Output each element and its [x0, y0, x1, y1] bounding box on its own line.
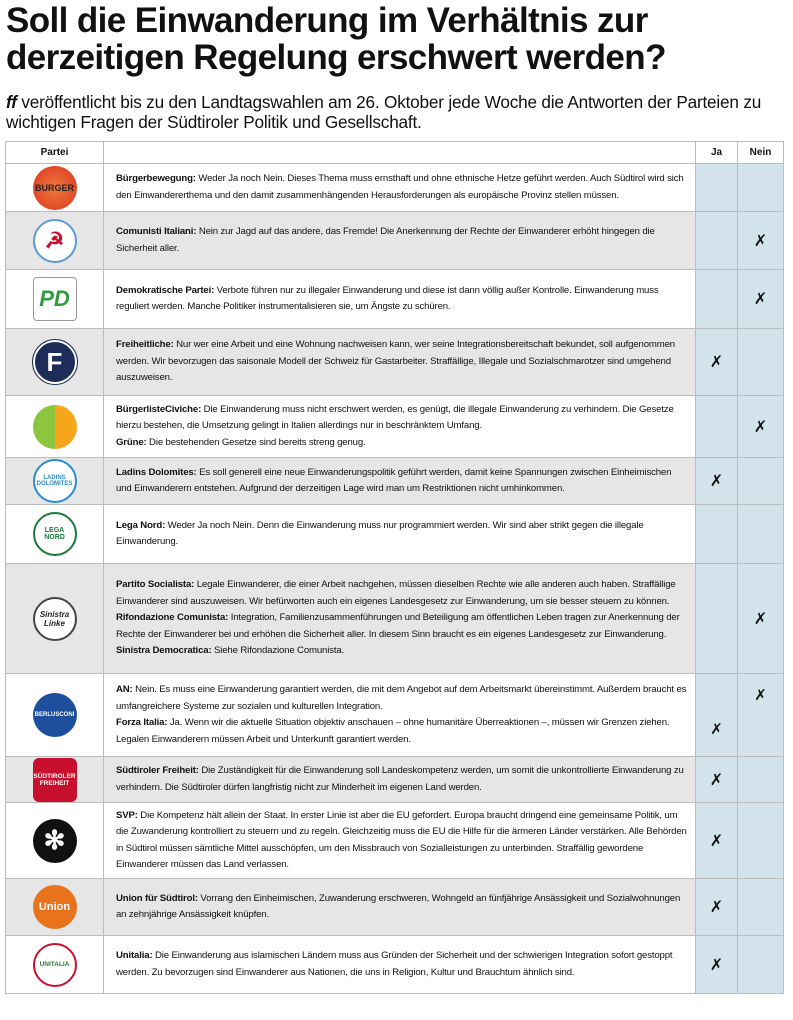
answer-text: Integration, Familienzusammenführungen und Beteiligung am öffentlichen Leben tragen zur Anerkennung der Rechte der Einwanderer bei und erhöhen die Sicherheit aller. In diesem Sinn braucht es ein eigenes Landesgesetz zur Einwanderung. — [116, 612, 680, 640]
party-name: SVP: — [116, 809, 138, 821]
answer-cell — [104, 803, 696, 879]
yes-cell — [696, 879, 738, 936]
buergerbewegung-logo: BURGER — [33, 166, 77, 210]
answer-text: Die bestehenden Gesetze sind bereits streng genug. — [146, 436, 366, 448]
party-name: Lega Nord: — [116, 519, 166, 531]
yes-cell — [696, 329, 738, 396]
brand-ff: ff — [6, 92, 17, 112]
answer-text: Die Einwanderung muss nicht erschwert werden, es genügt, die illegale Einwanderung zu verhindern. Die Gesetze hierzu bestehen, die Umsetzung gelingt in Italien allerdings nur in beschränktem Umfang. — [116, 403, 674, 432]
table-row — [6, 396, 784, 458]
party-logo-cell — [6, 936, 104, 994]
party-name: Südtiroler Freiheit: — [116, 765, 199, 776]
answer-text: Ja. Wenn wir die aktuelle Situation objektiv anschauen – ohne humanitäre Überreaktionen –, müssen wir Grenzen ziehen. Legalen Einwanderern müssen Arbeit und Unterkunft garantiert werden. — [116, 717, 670, 745]
no-mark: ✗ — [753, 232, 768, 250]
yes-cell — [696, 936, 738, 994]
party-logo-cell — [6, 458, 104, 505]
party-name: AN: — [116, 684, 133, 695]
subtitle — [6, 92, 790, 132]
answer-cell — [104, 212, 696, 270]
table-row — [6, 879, 784, 936]
party-name: BürgerlisteCiviche: — [116, 403, 202, 415]
yes-cell — [696, 803, 738, 879]
party-answer — [116, 518, 689, 551]
yes-cell — [696, 458, 738, 505]
party-name: Grüne: — [116, 436, 147, 448]
subtitle-text: veröffentlicht bis zu den Landtagswahlen am 26. Oktober jede Woche die Antworten der Parteien zu wichtigen Fragen der Südtiroler Politik und Gesellschaft. — [6, 92, 762, 132]
party-answer — [116, 682, 689, 715]
yes-cell — [696, 757, 738, 803]
party-logo-cell — [6, 803, 104, 879]
no-cell — [738, 270, 784, 329]
yes-mark: ✗ — [709, 956, 724, 974]
answer-text: Die Einwanderung aus islamischen Ländern muss aus Gründen der Sicherheit und der schwierigen Integration sofort gestoppt werden. Zu bevorzugen sind Einwanderer aus Nationen, die uns in Religion, Kultur und Brauchtum ähnlich sind. — [116, 950, 673, 978]
no-cell — [738, 936, 784, 994]
party-logo-cell — [6, 757, 104, 803]
party-answer — [116, 224, 689, 257]
party-name: Union für Südtirol: — [116, 892, 198, 904]
party-logo-cell — [6, 879, 104, 936]
table-row — [6, 164, 784, 212]
no-mark: ✗ — [753, 291, 768, 308]
answer-cell — [104, 270, 696, 329]
column-header-party: Partei — [6, 142, 104, 164]
unitalia-logo: UNITALIA — [33, 943, 77, 987]
answer-text: Weder Ja noch Nein. Denn die Einwanderung muss nur programmiert werden. Wir sind aber strikt gegen die illegale Einwanderung. — [116, 519, 644, 547]
answer-text: Es soll generell eine neue Einwanderungspolitik geführt werden, damit keine Spannungen zwischen Einheimischen und Einwanderern entstehen. Aufgrund der derzeitigen Lage wird man um Restriktionen nicht umhinkommen. — [116, 466, 672, 494]
party-answer — [116, 763, 689, 796]
no-cell — [738, 164, 784, 212]
comunisti-italiani-logo: ☭ — [33, 219, 77, 263]
party-answer — [116, 171, 689, 204]
party-answer — [116, 610, 689, 643]
no-cell — [738, 803, 784, 879]
answer-cell — [104, 458, 696, 505]
no-cell — [738, 329, 784, 396]
answer-text: Nein zur Jagd auf das andere, das Fremde! Die Anerkennung der Rechte der Einwanderer erhöht hingegen die Sicherheit aller. — [116, 226, 655, 254]
buergerliste-civiche-gruene-logo — [33, 405, 77, 449]
party-name: Bürgerbewegung: — [116, 173, 196, 184]
table-row — [6, 329, 784, 396]
answer-cell — [104, 936, 696, 994]
answer-text: Nein. Es muss eine Einwanderung garantiert werden, die mit dem Angebot auf dem Arbeitsmarkt übereinstimmt. Außerdem braucht es umfangreichere Systeme zur sozialen und kulturellen Integration. — [116, 684, 687, 712]
answer-cell — [104, 564, 696, 674]
party-answer — [116, 402, 689, 435]
page-title: Soll die Einwanderung im Verhältnis zur derzeitigen Regelung erschwert werden? — [6, 1, 666, 77]
answer-text: Vorrang den Einheimischen, Zuwanderung erschweren, Wohngeld an fünfjährige Ansässigkeit und Sozialwohnungen an zehnjährige Ansässigkeit knüpfen. — [116, 892, 681, 920]
popolo-della-liberta-logo: BERLUSCONI — [33, 693, 77, 737]
party-logo-cell — [6, 674, 104, 757]
yes-cell — [696, 212, 738, 270]
answer-cell — [104, 757, 696, 803]
answer-cell — [104, 505, 696, 564]
party-answer — [116, 715, 689, 748]
party-answer — [116, 577, 689, 610]
yes-cell — [696, 674, 738, 757]
party-answer — [116, 948, 689, 981]
answer-cell — [104, 674, 696, 757]
party-name: Unitalia: — [116, 950, 153, 961]
party-name: Demokratische Partei: — [116, 284, 215, 296]
party-answer — [116, 435, 689, 452]
table-row — [6, 505, 784, 564]
yes-cell — [696, 396, 738, 458]
party-name: Freiheitliche: — [116, 339, 174, 351]
party-logo-cell — [6, 329, 104, 396]
sinistra-linke-logo: Sinistra Linke — [33, 597, 77, 641]
table-row — [6, 936, 784, 994]
answer-text: Die Kompetenz hält allein der Staat. In erster Linie ist aber die EU gefordert. Europa braucht dringend eine gemeinsame Politik, um die Zuwanderung kontrolliert zu steuern und zu regeln. Gleichzeitig muss die EU die Hilfe für die ärmeren Länder verstärken. Alle Behörden in Südtirol müssen sämtliche Mittel ausschöpfen, um den Missbrauch von Sozialleistungen zu unterbinden. Straffällig gewordene Einwanderer müssen das Land verlassen. — [116, 809, 687, 870]
party-logo-cell — [6, 396, 104, 458]
table-header-row — [6, 142, 784, 164]
party-logo-cell — [6, 564, 104, 674]
yes-mark: ✗ — [709, 771, 724, 789]
column-header-no: Nein — [738, 142, 784, 164]
column-header-yes: Ja — [696, 142, 738, 164]
no-cell — [738, 458, 784, 505]
table-row — [6, 458, 784, 505]
answers-table — [5, 141, 784, 994]
union-fuer-suedtirol-logo: Union — [33, 885, 77, 929]
yes-cell — [696, 564, 738, 674]
lega-nord-logo: LEGA NORD — [33, 512, 77, 556]
table-row — [6, 803, 784, 879]
party-answer — [116, 465, 689, 498]
yes-mark: ✗ — [710, 721, 723, 738]
yes-cell — [696, 270, 738, 329]
no-cell — [738, 674, 784, 757]
table-row — [6, 270, 784, 329]
no-cell — [738, 212, 784, 270]
answer-cell — [104, 164, 696, 212]
no-cell — [738, 505, 784, 564]
party-logo-cell — [6, 270, 104, 329]
party-logo-cell — [6, 505, 104, 564]
party-answer — [116, 891, 689, 924]
table-row — [6, 564, 784, 674]
yes-mark: ✗ — [709, 899, 724, 916]
table-row — [6, 674, 784, 757]
no-cell — [738, 396, 784, 458]
freiheitliche-logo: F — [33, 340, 77, 384]
demokratische-partei-logo: PD — [33, 277, 77, 321]
answer-cell — [104, 329, 696, 396]
no-mark: ✗ — [753, 610, 768, 628]
answer-text: Legale Einwanderer, die einer Arbeit nachgehen, müssen dieselben Rechte wie alle anderen auch haben. Straffällige Einwanderer sind auszuweisen. Wir befürworten auch ein eigenes Landesgesetz zur Einwanderung, um sie besser steuern zu können. — [116, 579, 676, 607]
party-answer — [116, 283, 689, 316]
table-row — [6, 212, 784, 270]
answer-text: Nur wer eine Arbeit und eine Wohnung nachweisen kann, wer seine Integrationsbereitschaft bekundet, soll aufgenommen werden. Wir bevorzugen das saisonale Modell der Schweiz für Gastarbeiter. Straffällige, Illegale und Sozialschmarotzer sind umgehend auszuweisen. — [116, 339, 675, 384]
party-logo-cell — [6, 212, 104, 270]
party-name: Partito Socialista: — [116, 579, 195, 591]
answer-text: Die Zuständigkeit für die Einwanderung soll Landeskompetenz werden, um somit die unkontrollierte Einwanderung zu verhindern. Die Südtiroler dürfen langfristig nicht zur Minderheit im eigenen Land werden. — [116, 765, 684, 793]
no-cell — [738, 564, 784, 674]
answer-cell — [104, 879, 696, 936]
suedtiroler-freiheit-logo: SÜDTIROLER FREIHEIT — [33, 758, 77, 802]
party-answer — [116, 643, 689, 660]
yes-cell — [696, 164, 738, 212]
party-answer — [116, 808, 689, 874]
party-name: Forza Italia: — [116, 717, 168, 728]
yes-cell — [696, 505, 738, 564]
no-mark: ✗ — [754, 687, 767, 704]
table-row — [6, 757, 784, 803]
svp-edelweiss-logo: ✻ — [33, 819, 77, 863]
no-cell — [738, 757, 784, 803]
yes-mark: ✗ — [709, 473, 724, 490]
column-header-answer — [104, 142, 696, 164]
yes-mark: ✗ — [709, 832, 724, 850]
yes-mark: ✗ — [709, 354, 724, 371]
party-logo-cell — [6, 164, 104, 212]
answer-cell — [104, 396, 696, 458]
party-answer — [116, 337, 689, 387]
party-name: Rifondazione Comunista: — [116, 612, 229, 624]
answer-text: Siehe Rifondazione Comunista. — [211, 645, 345, 657]
answer-text: Verbote führen nur zu illegaler Einwanderung und diese ist dann völlig außer Kontrolle. Einwanderung muss reguliert werden. Manche Politiker instrumentalisieren sie, um Ängste zu schüren. — [116, 284, 659, 312]
no-mark: ✗ — [753, 418, 768, 436]
no-cell — [738, 879, 784, 936]
answer-text: Weder Ja noch Nein. Dieses Thema muss ernsthaft und ohne ethnische Hetze geführt werden. Auch Südtirol wird sich den Einwandererthema und den damit zusammenhängenden Herausforderungen als europäische Provinz stellen müssen. — [116, 173, 684, 201]
ladins-dolomites-logo: LADINS DOLOMITES — [33, 459, 77, 503]
party-name: Comunisti Italiani: — [116, 226, 197, 237]
party-name: Sinistra Democratica: — [116, 645, 212, 657]
party-name: Ladins Dolomites: — [116, 466, 197, 478]
